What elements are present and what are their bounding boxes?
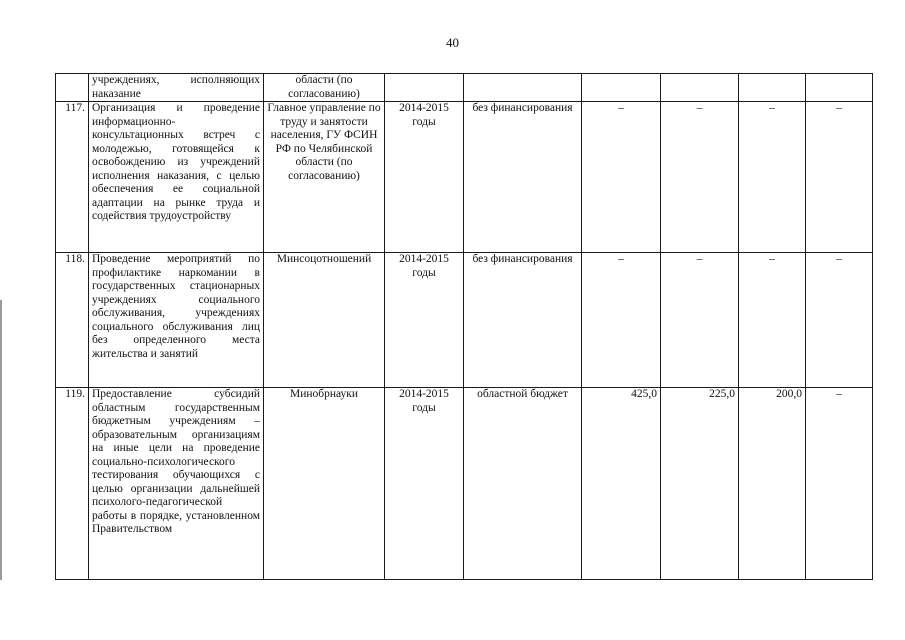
- extra-cell: –: [806, 102, 873, 253]
- period-cell: 2014-2015 годы: [385, 253, 464, 388]
- measure-description: Проведение мероприятий по профилактике наркомании в государственных стационарных учреждениях социального обслуживания, учреждениях социального обслуживания лиц без определенного места жительства и занятий: [89, 253, 264, 388]
- total-cell: –: [582, 102, 661, 253]
- executor-cell: области (по согласованию): [264, 74, 385, 102]
- funding-source-cell: [464, 74, 582, 102]
- row-number: [56, 74, 89, 102]
- total-cell: [582, 74, 661, 102]
- extra-cell: –: [806, 253, 873, 388]
- extra-cell: –: [806, 388, 873, 580]
- executor-cell: Минсоцотношений: [264, 253, 385, 388]
- scan-edge-mark: [0, 300, 2, 580]
- extra-cell: [806, 74, 873, 102]
- row-number: 118.: [56, 253, 89, 388]
- year-2014-cell: 225,0: [661, 388, 739, 580]
- total-cell: –: [582, 253, 661, 388]
- year-2015-cell: 200,0: [739, 388, 806, 580]
- measure-description: учреждениях, исполняющих наказание: [89, 74, 264, 102]
- year-2014-cell: –: [661, 253, 739, 388]
- executor-cell: Минобрнауки: [264, 388, 385, 580]
- executor-cell: Главное управление по труду и занятости населения, ГУ ФСИН РФ по Челябинской области (по согласованию): [264, 102, 385, 253]
- measure-description: Предоставление субсидий областным государственным бюджетным учреждениям – образовательным организациям на иные цели на проведение социально-психологического тестирования обучающихся с целью организации дальнейшей психолого-педагогической работы в порядке, установленном Правительством: [89, 388, 264, 580]
- row-number: 117.: [56, 102, 89, 253]
- table-row: [56, 388, 873, 580]
- table-row: [56, 253, 873, 388]
- measure-description: Организация и проведение информационно-консультационных встреч с молодежью, готовящейся к освобождению из учреждений исполнения наказания, с целью обеспечения ее социальной адаптации на рынке труда и содействия трудоустройству: [89, 102, 264, 253]
- year-2015-cell: –: [739, 102, 806, 253]
- year-2015-cell: –: [739, 253, 806, 388]
- table-row: [56, 74, 873, 102]
- row-number: 119.: [56, 388, 89, 580]
- funding-source-cell: без финансирования: [464, 102, 582, 253]
- period-cell: 2014-2015 годы: [385, 102, 464, 253]
- period-cell: [385, 74, 464, 102]
- funding-source-cell: без финансирования: [464, 253, 582, 388]
- period-cell: 2014-2015 годы: [385, 388, 464, 580]
- year-2014-cell: –: [661, 102, 739, 253]
- year-2015-cell: [739, 74, 806, 102]
- measures-table: [55, 73, 873, 580]
- table-row: [56, 102, 873, 253]
- year-2014-cell: [661, 74, 739, 102]
- page-number: 40: [446, 35, 459, 50]
- funding-source-cell: областной бюджет: [464, 388, 582, 580]
- total-cell: 425,0: [582, 388, 661, 580]
